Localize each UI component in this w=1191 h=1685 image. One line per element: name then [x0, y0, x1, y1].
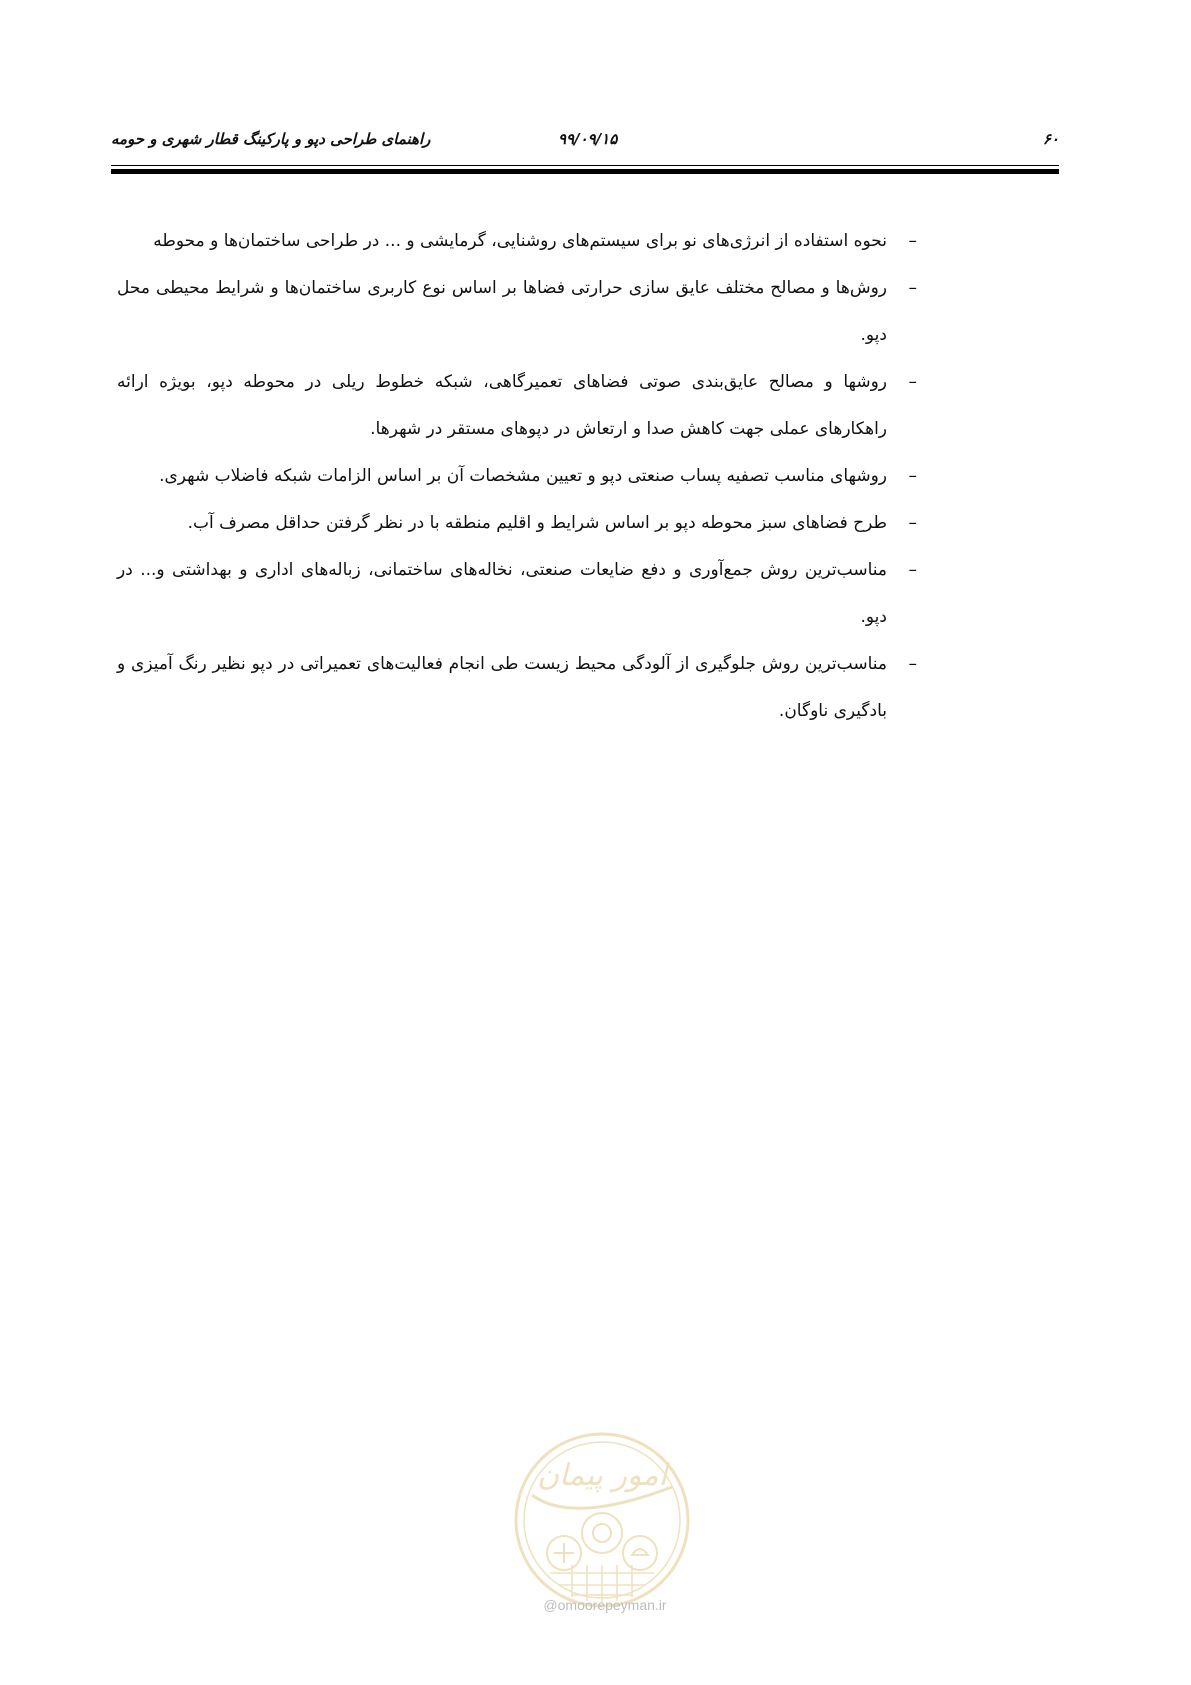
- header-rule-thin: [111, 165, 1059, 166]
- list-item-text: مناسب‌ترین روش جمع‌آوری و دفع ضایعات صنعتی، نخاله‌های ساختمانی، زباله‌های اداری و بهداشتی و... در دپو.: [117, 560, 887, 627]
- bullet-list: [117, 218, 917, 735]
- dash-bullet: –: [908, 372, 917, 392]
- dash-bullet: –: [908, 278, 917, 298]
- list-item-text: روشهای مناسب تصفیه پساب صنعتی دپو و تعیین مشخصات آن بر اساس الزامات شبکه فاضلاب شهری.: [159, 466, 887, 486]
- list-item: [117, 453, 917, 500]
- list-item: [117, 265, 917, 359]
- page-number: ۶۰: [1042, 130, 1059, 148]
- page-header: [111, 128, 1059, 156]
- dash-bullet: –: [908, 560, 917, 580]
- document-title: راهنمای طراحی دپو و پارکینگ قطار شهری و حومه: [111, 130, 431, 148]
- list-item: [117, 547, 917, 641]
- watermark-site: @omoorepeyman.ir: [543, 1597, 667, 1613]
- list-item: [117, 641, 917, 735]
- list-item-text: روشها و مصالح عایق‌بندی صوتی فضاهای تعمیرگاهی، شبکه خطوط ریلی در محوطه دپو، بویژه ارائه راهکارهای عملی جهت کاهش صدا و ارتعاش در دپوهای مستقر در شهرها.: [117, 372, 887, 439]
- dash-bullet: –: [908, 231, 917, 251]
- list-item-text: طرح فضاهای سبز محوطه دپو بر اساس شرایط و اقلیم منطقه با در نظر گرفتن حداقل مصرف آب.: [187, 513, 887, 533]
- list-item-text: نحوه استفاده از انرژی‌های نو برای سیستم‌های روشنایی، گرمایشی و ... در طراحی ساختمان‌ها و محوطه: [153, 231, 887, 251]
- header-rule-thick: [111, 169, 1059, 174]
- dash-bullet: –: [908, 513, 917, 533]
- watermark-logo-script: امور پیمان: [537, 1458, 667, 1493]
- list-item-text: مناسب‌ترین روش جلوگیری از آلودگی محیط زیست طی انجام فعالیت‌های تعمیراتی در دپو نظیر رنگ آمیزی و بادگیری ناوگان.: [117, 654, 887, 721]
- list-item-text: روش‌ها و مصالح مختلف عایق سازی حرارتی فضاها بر اساس نوع کاربری ساختمان‌ها و شرایط محیطی محل دپو.: [117, 278, 887, 345]
- dash-bullet: –: [908, 466, 917, 486]
- watermark-logo: [502, 1425, 702, 1615]
- header-date: ۹۹/۰۹/۱۵: [558, 130, 618, 148]
- list-item: [117, 218, 917, 265]
- list-item: [117, 500, 917, 547]
- dash-bullet: –: [908, 654, 917, 674]
- list-item: [117, 359, 917, 453]
